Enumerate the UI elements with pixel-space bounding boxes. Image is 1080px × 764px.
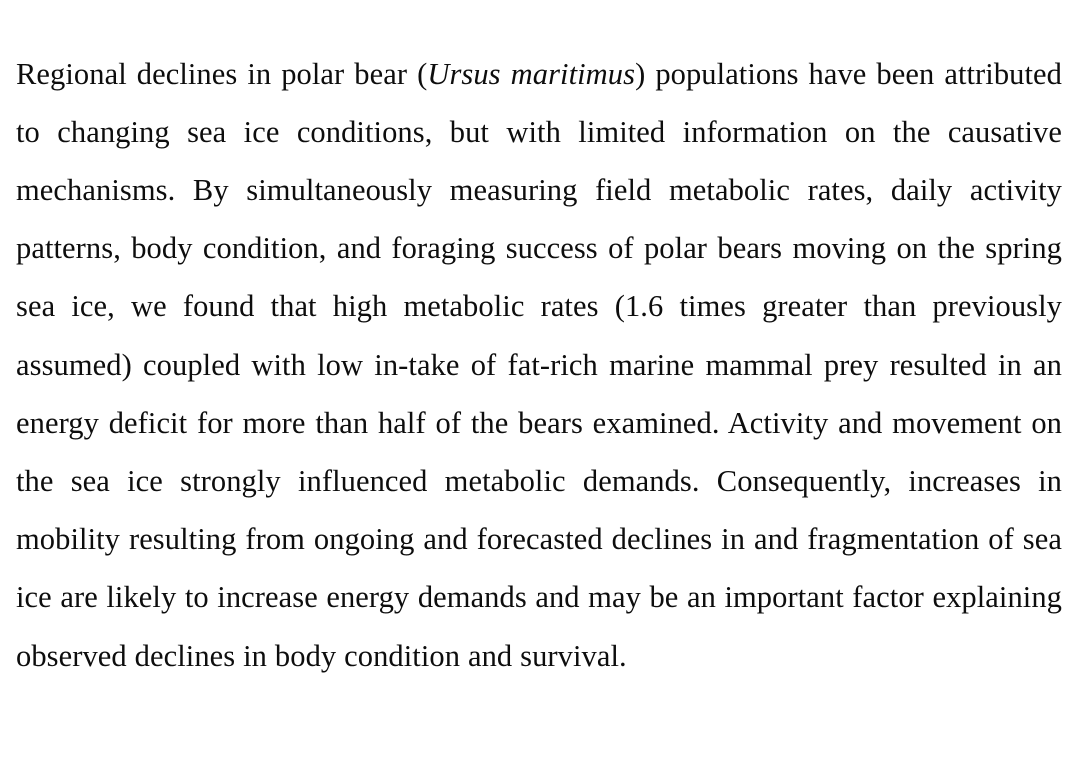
abstract-paragraph: [16, 45, 1062, 685]
abstract-segment-body: ) populations have been attributed to changing sea ice conditions, but with limited information on the causative mechanisms. By simultaneously measuring field metabolic rates, daily activity patterns, body condition, and foraging success of polar bears moving on the spring sea ice, we found that high metabolic rates (1.6 times greater than previously assumed) coupled with low in-take of fat-rich marine mammal prey resulted in an energy deficit for more than half of the bears examined. Activity and movement on the sea ice strongly influenced metabolic demands. Consequently, increases in mobility resulting from ongoing and forecasted declines in and fragmentation of sea ice are likely to increase energy demands and may be an important factor explaining observed declines in body condition and survival.: [16, 56, 1063, 673]
abstract-segment-lead: Regional declines in polar bear (: [16, 56, 428, 91]
species-name-italic: Ursus maritimus: [427, 56, 636, 91]
